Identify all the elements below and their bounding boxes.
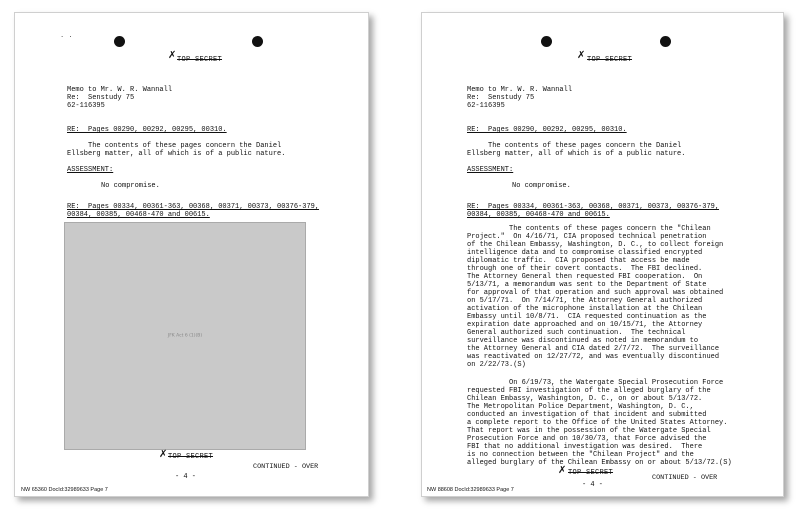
handwritten-x-mark: ✗ [577, 50, 586, 61]
classification-bottom: TOP SECRET [568, 469, 614, 477]
paragraph-line: a complete report to the Office of the United States Attorney. [467, 419, 728, 427]
handwritten-x-mark: ✗ [168, 50, 177, 61]
continued-over: CONTINUED - OVER [253, 463, 319, 471]
paragraph-line: for approval of that operation and such approval was obtained [467, 289, 724, 297]
paragraph-line: On 6/19/73, the Watergate Special Prosecution Force [467, 379, 724, 387]
section1-body-line: The contents of these pages concern the Daniel [67, 142, 282, 150]
footer-doc-id: NW 65360 DocId:32989633 Page 7 [21, 487, 108, 493]
punch-hole [114, 36, 125, 47]
punch-hole [541, 36, 552, 47]
left-document-page [14, 12, 369, 497]
section2-heading-line: 00384, 00385, 00468-470 and 00615. [467, 211, 610, 219]
paragraph-line: 5/13/71, a memorandum was sent to the Department of State [467, 281, 707, 289]
paragraph-line: diplomatic traffic. CIA proposed that access be made [467, 257, 690, 265]
page-number: - 4 - [582, 481, 604, 489]
re-line: Re: Senstudy 75 [67, 94, 135, 102]
margin-marks: · · [61, 33, 74, 41]
section2-heading-line: RE: Pages 00334, 00361-363, 00368, 00371, 00373, 00376-379, [67, 203, 320, 211]
paragraph-line: of the Chilean Embassy, Washington, D. C., to collect foreign [467, 241, 724, 249]
paragraph-line: expiration date approached and on 10/15/71, the Attorney [467, 321, 703, 329]
paragraph-line: on 5/17/71. On 7/14/71, the Attorney General authorized [467, 297, 703, 305]
section1-body-line: The contents of these pages concern the Daniel [467, 142, 682, 150]
page-number: - 4 - [175, 473, 197, 481]
assessment-text: No compromise. [512, 182, 571, 190]
classification-bottom: TOP SECRET [168, 453, 214, 461]
classification-top: TOP SECRET [587, 56, 633, 64]
paragraph-line: The Metropolitan Police Department, Washington, D. C., [467, 403, 694, 411]
paragraph-line: activation of the microphone installation at the Chilean [467, 305, 703, 313]
paragraph-line: surveillance was discontinued as noted in memorandum to [467, 337, 699, 345]
section1-body-line: Ellsberg matter, all of which is of a public nature. [67, 150, 286, 158]
section1-body-line: Ellsberg matter, all of which is of a public nature. [467, 150, 686, 158]
assessment-text: No compromise. [101, 182, 160, 190]
paragraph-line: through one of their covert contacts. The FBI declined. [467, 265, 703, 273]
memo-to: Memo to Mr. W. R. Wannall [67, 86, 173, 94]
right-document-page [421, 12, 784, 497]
paragraph-line: Chilean Embassy, Washington, D. C., on or about 5/13/72. [467, 395, 703, 403]
paragraph-line: The contents of these pages concern the "Chilean [467, 225, 711, 233]
paragraph-line: requested FBI investigation of the alleged burglary of the [467, 387, 711, 395]
paragraph-line: General authorized such continuation. The technical [467, 329, 686, 337]
paragraph-line: intelligence data and to compromise classified encrypted [467, 249, 703, 257]
file-number: 62-116395 [467, 102, 505, 110]
paragraph-line: FBI that no additional investigation was desired. There [467, 443, 703, 451]
section2-heading-line: 00384, 00385, 00468-470 and 00615. [67, 211, 210, 219]
paragraph-line: conducted an investigation of that incident and submitted [467, 411, 707, 419]
paragraph-line: Project." On 4/16/71, CIA proposed technical penetration [467, 233, 707, 241]
section1-heading: RE: Pages 00290, 00292, 00295, 00310. [467, 126, 627, 134]
punch-hole [660, 36, 671, 47]
paragraph-line: was reactivated on 12/27/72, and was eventually discontinued [467, 353, 720, 361]
assessment-label: ASSESSMENT: [467, 166, 514, 174]
redacted-block [64, 222, 306, 450]
paragraph-line: the Attorney General and CIA dated 2/7/72. The surveillance [467, 345, 720, 353]
punch-hole [252, 36, 263, 47]
footer-doc-id: NW 88608 DocId:32989633 Page 7 [427, 487, 514, 493]
paragraph-line: on 2/22/73.(S) [467, 361, 526, 369]
file-number: 62-116395 [67, 102, 105, 110]
section1-heading: RE: Pages 00290, 00292, 00295, 00310. [67, 126, 227, 134]
re-line: Re: Senstudy 75 [467, 94, 535, 102]
continued-over: CONTINUED - OVER [652, 474, 718, 482]
paragraph-line: That report was in the possession of the Watergate Special [467, 427, 711, 435]
paragraph-line: is no connection between the "Chilean Project" and the [467, 451, 694, 459]
paragraph-line: Embassy until 10/8/71. CIA requested continuation as the [467, 313, 707, 321]
section2-heading-line: RE: Pages 00334, 00361-363, 00368, 00371, 00373, 00376-379, [467, 203, 720, 211]
memo-to: Memo to Mr. W. R. Wannall [467, 86, 573, 94]
paragraph-line: alleged burglary of the Chilean Embassy on or about 5/13/72.(S) [467, 459, 732, 467]
paragraph-line: The Attorney General then requested FBI cooperation. On [467, 273, 703, 281]
paragraph-line: Prosecution Force and on 10/30/73, that Force advised the [467, 435, 707, 443]
handwritten-x-mark: ✗ [558, 465, 567, 476]
redaction-label: JFK Act 6 (1)(B) [167, 333, 203, 339]
assessment-label: ASSESSMENT: [67, 166, 114, 174]
classification-top: TOP SECRET [177, 56, 223, 64]
handwritten-x-mark: ✗ [159, 449, 168, 460]
